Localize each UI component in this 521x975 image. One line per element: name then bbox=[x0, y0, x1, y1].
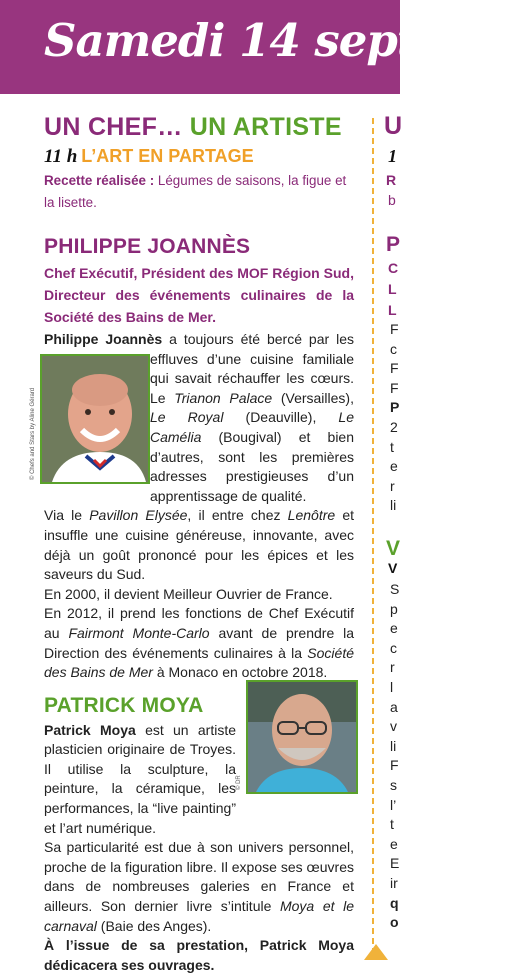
right-column-green-fragment: V bbox=[386, 537, 401, 560]
right-column-body2-fragments: S p e c r l a v li F s l’ t e E ir q o bbox=[390, 581, 400, 931]
artist-portrait-illustration bbox=[248, 682, 356, 792]
artist-bio-closing: À l’issue de sa prestation, Patrick Moya dédicacera ses ouvrages. bbox=[44, 937, 354, 973]
right-column-small-fragment: b bbox=[388, 192, 396, 208]
right-column-body-fragments: F c F F P 2 t e r li bbox=[390, 321, 400, 514]
right-column-sub-fragment-3: L bbox=[388, 302, 397, 318]
main-column bbox=[44, 112, 354, 975]
event-heading-part1: UN CHEF… bbox=[44, 113, 183, 141]
chef-bio-paragraph-2: Via le Pavillon Elysée, il entre chez Lenôtre et insuffle une cuisine généreuse, innovante, avec déjà un goût prononcé pour les épices et les saveurs du Sud. bbox=[44, 507, 354, 583]
right-column-time-fragment: 1 bbox=[388, 146, 397, 166]
chef-bio-paragraph-4: En 2012, il prend les fonctions de Chef Exécutif au Fairmont Monte-Carlo avant de prendre la Direction des événements culinaires à la Société des Bains de Mer à Monaco en octobre 2018. bbox=[44, 605, 355, 681]
event-timeline bbox=[44, 145, 354, 168]
artist-bio-paragraph-2: Sa particularité est due à son univers personnel, proche de la figuration libre. Il expose ses œuvres dans de nombreuses galeries en France et ailleurs. Son dernier livre s’intitule Moya et le carnaval (Baie des Anges). bbox=[44, 839, 354, 934]
event-title: L’ART EN PARTAGE bbox=[81, 146, 254, 166]
chef-name: PHILIPPE JOANNÈS bbox=[44, 235, 251, 258]
artist-bio-name: Patrick Moya bbox=[44, 721, 136, 738]
recipe-label: Recette réalisée : bbox=[44, 173, 155, 188]
right-column-title-fragment: P bbox=[386, 233, 401, 256]
event-heading bbox=[44, 112, 354, 142]
orange-triangle-marker bbox=[364, 944, 388, 960]
recipe-line bbox=[44, 170, 354, 214]
right-column-heading-fragment: U bbox=[384, 112, 403, 140]
artist-portrait-photo bbox=[246, 680, 358, 794]
chef-bio-paragraph-1: Philippe Joannès a toujours été bercé par les effluves d’une cuisine familiale qui savait réchauffer les cœurs. Le Trianon Palace (Versailles), Le Royal (Deauville), Le Camélia (Bougival) et bien d’autres, sont les premières adresses prestigieuses d’un apprentissage de qualité. bbox=[44, 331, 354, 504]
chef-photo-credit: © Chefs and Stars by Aline Gérard bbox=[30, 387, 36, 480]
event-heading-part2: UN ARTISTE bbox=[189, 113, 342, 141]
banner-title: Samedi 14 septemb bbox=[44, 14, 521, 67]
column-divider bbox=[372, 118, 374, 954]
chef-role: Chef Exécutif, Président des MOF Région Sud, Directeur des événements culinaires de la Société des Bains de Mer. bbox=[44, 265, 354, 325]
chef-bio-paragraph-3: En 2000, il devient Meilleur Ouvrier de France. bbox=[44, 585, 333, 602]
chef-portrait-photo bbox=[40, 354, 150, 484]
recipe-text: Légumes de saisons, la figue et la lisette. bbox=[44, 173, 347, 210]
date-banner bbox=[0, 0, 521, 94]
artist-bio-paragraph-1: Patrick Moya est un artiste plasticien originaire de Troyes. Il utilise la sculpture, la peinture, la céramique, les performances, la “live painting” et l’art numérique. bbox=[44, 721, 237, 836]
chef-portrait-illustration bbox=[42, 356, 148, 482]
artist-photo-credit: © DR bbox=[236, 775, 242, 790]
event-time: 11 h bbox=[44, 146, 78, 167]
right-column-green-sub-fragment: V bbox=[388, 560, 398, 576]
artist-name: PATRICK MOYA bbox=[44, 693, 204, 717]
right-column-orange-fragment: R bbox=[386, 172, 397, 188]
chef-bio-name: Philippe Joannès bbox=[44, 331, 163, 347]
right-column-sub-fragment-2: L bbox=[388, 281, 397, 297]
right-column-sub-fragment-1: C bbox=[388, 260, 399, 276]
